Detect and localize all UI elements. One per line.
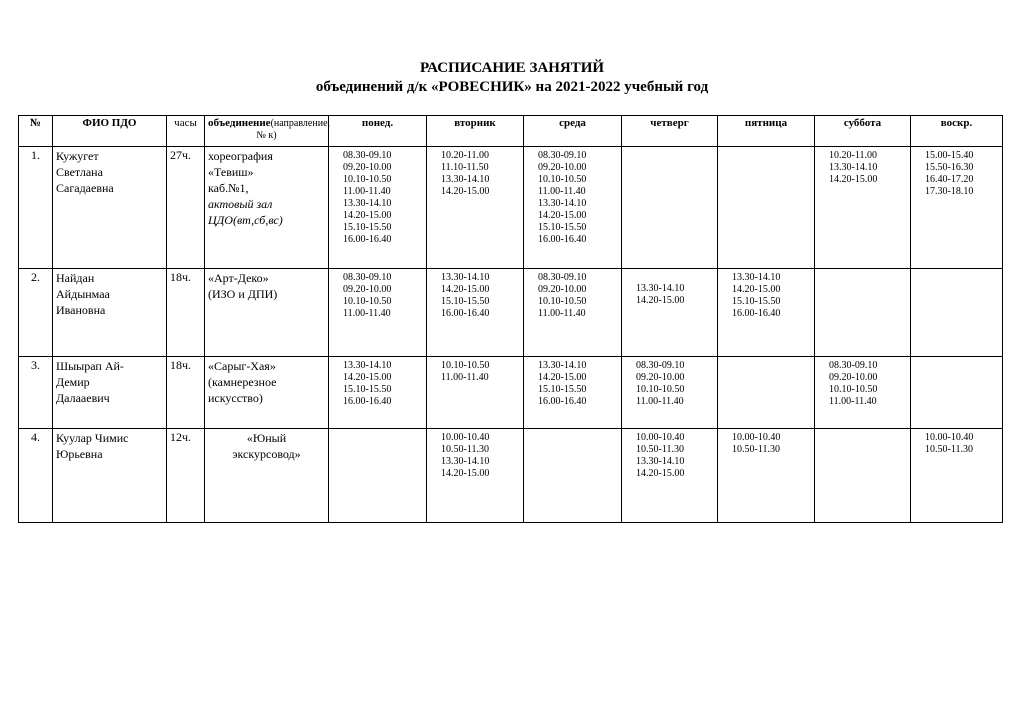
time-slot: 15.10-15.50 (538, 384, 587, 395)
time-slot: 13.30-14.10 (829, 162, 878, 173)
time-slot: 15.10-15.50 (343, 222, 392, 233)
table-header-row (19, 116, 1003, 147)
time-slot: 14.20-15.00 (538, 210, 587, 221)
time-slot: 10.20-11.00 (829, 150, 877, 161)
schedule-wed (524, 269, 622, 357)
time-slot: 09.20-10.00 (829, 372, 878, 383)
time-slot: 10.00-10.40 (925, 432, 974, 443)
schedule-tue (427, 269, 524, 357)
time-slot: 13.30-14.10 (441, 272, 490, 283)
schedule-mon (329, 429, 427, 523)
schedule-sun (911, 429, 1003, 523)
header-hours: часы (167, 116, 205, 147)
time-slot: 08.30-09.10 (636, 360, 685, 371)
association-line: (ИЗО и ДПИ) (208, 287, 278, 301)
time-slot: 11.00-11.40 (538, 308, 586, 319)
page-title: РАСПИСАНИЕ ЗАНЯТИЙ (419, 60, 605, 76)
time-slot: 08.30-09.10 (343, 272, 392, 283)
time-slot: 10.10-10.50 (343, 174, 392, 185)
time-slot: 16.40-17.20 (925, 174, 974, 185)
time-slot: 13.30-14.10 (343, 360, 392, 371)
schedule-mon (329, 357, 427, 429)
schedule-mon (329, 147, 427, 269)
schedule-fri (718, 147, 815, 269)
teacher-name-line: Сагадаевна (56, 181, 114, 195)
time-slot: 11.00-11.40 (636, 396, 684, 407)
time-slot: 14.20-15.00 (538, 372, 587, 383)
association-note-line: актовый зал (208, 197, 273, 211)
association-name (205, 147, 329, 269)
time-slot: 15.10-15.50 (441, 296, 490, 307)
hours-value: 18ч. (167, 357, 205, 429)
time-slot: 10.20-11.00 (441, 150, 489, 161)
time-slot: 13.30-14.10 (441, 456, 490, 467)
teacher-name-line: Демир (56, 375, 90, 389)
time-slot: 10.10-10.50 (441, 360, 490, 371)
teacher-name-line: Светлана (56, 165, 103, 179)
schedule-fri (718, 357, 815, 429)
header-thursday: четверг (622, 116, 718, 147)
teacher-name-line: Далаaевич (56, 391, 110, 405)
time-slot: 09.20-10.00 (538, 284, 587, 295)
time-slot: 14.20-15.00 (441, 468, 490, 479)
time-slot: 13.30-14.10 (732, 272, 781, 283)
hours-value: 27ч. (167, 147, 205, 269)
schedule-sun (911, 269, 1003, 357)
table-row (19, 357, 1003, 429)
teacher-name-line: Шыырап Ай- (56, 359, 124, 373)
time-slot: 10.50-11.30 (925, 444, 973, 455)
time-slot: 14.20-15.00 (636, 295, 685, 306)
schedule-sat (815, 147, 911, 269)
time-slot: 10.00-10.40 (636, 432, 685, 443)
table-row (19, 147, 1003, 269)
association-line: «Арт-Деко» (208, 271, 269, 285)
time-slot: 13.30-14.10 (343, 198, 392, 209)
schedule-tue (427, 429, 524, 523)
time-slot: 13.30-14.10 (538, 360, 587, 371)
association-line: экскурсовод» (232, 447, 301, 461)
association-name (205, 429, 329, 523)
schedule-sun (911, 147, 1003, 269)
time-slot: 10.10-10.50 (636, 384, 685, 395)
association-line: «Сарыг-Хая» (208, 359, 276, 373)
time-slot: 11.00-11.40 (538, 186, 586, 197)
schedule-sat (815, 269, 911, 357)
time-slot: 08.30-09.10 (538, 272, 587, 283)
time-slot: 10.00-10.40 (441, 432, 490, 443)
schedule-mon (329, 269, 427, 357)
schedule-tue (427, 147, 524, 269)
association-note-line: ЦДО(вт,сб,вс) (208, 213, 283, 227)
header-friday: пятница (718, 116, 815, 147)
teacher-name-line: Айдынмаа (56, 287, 110, 301)
schedule-wed (524, 357, 622, 429)
time-slot: 08.30-09.10 (343, 150, 392, 161)
time-slot: 10.50-11.30 (441, 444, 489, 455)
teacher-name-line: Юрьевна (56, 447, 103, 461)
time-slot: 09.20-10.00 (636, 372, 685, 383)
association-line: (камнерезное (208, 375, 277, 389)
header-association-main: объединение (208, 117, 271, 129)
time-slot: 16.00-16.40 (343, 396, 392, 407)
teacher-name-line: Найдан (56, 271, 95, 285)
association-line: искусство) (208, 391, 263, 405)
association-line: «Юный (246, 431, 287, 445)
table-row (19, 269, 1003, 357)
time-slot: 16.00-16.40 (538, 234, 587, 245)
time-slot: 09.20-10.00 (343, 284, 392, 295)
teacher-name (53, 357, 167, 429)
header-association-sub: (направление, № к) (256, 118, 331, 141)
teacher-name-line: Ивановна (56, 303, 106, 317)
time-slot: 10.50-11.30 (732, 444, 780, 455)
time-slot: 16.00-16.40 (732, 308, 781, 319)
time-slot: 14.20-15.00 (732, 284, 781, 295)
schedule-fri (718, 269, 815, 357)
time-slot: 11.00-11.40 (441, 372, 489, 383)
schedule-fri (718, 429, 815, 523)
time-slot: 10.10-10.50 (538, 296, 587, 307)
schedule-wed (524, 147, 622, 269)
time-slot: 08.30-09.10 (829, 360, 878, 371)
time-slot: 15.10-15.50 (343, 384, 392, 395)
time-slot: 14.20-15.00 (441, 186, 490, 197)
time-slot: 14.20-15.00 (343, 372, 392, 383)
header-name: ФИО ПДО (53, 116, 167, 147)
row-number: 4. (19, 429, 53, 523)
time-slot: 09.20-10.00 (343, 162, 392, 173)
time-slot: 15.50-16.30 (925, 162, 974, 173)
hours-value: 18ч. (167, 269, 205, 357)
time-slot: 14.20-15.00 (441, 284, 490, 295)
time-slot: 11.00-11.40 (829, 396, 877, 407)
schedule-sun (911, 357, 1003, 429)
time-slot: 11.00-11.40 (343, 186, 391, 197)
time-slot: 10.50-11.30 (636, 444, 684, 455)
teacher-name-line: Куулар Чимис (56, 431, 129, 445)
time-slot: 10.10-10.50 (538, 174, 587, 185)
association-line: хореография (208, 149, 273, 163)
teacher-name (53, 147, 167, 269)
time-slot: 13.30-14.10 (441, 174, 490, 185)
time-slot: 16.00-16.40 (538, 396, 587, 407)
header-monday: понед. (329, 116, 427, 147)
time-slot: 11.10-11.50 (441, 162, 489, 173)
time-slot: 11.00-11.40 (343, 308, 391, 319)
schedule-thu (622, 269, 718, 357)
header-saturday: суббота (815, 116, 911, 147)
time-slot: 15.10-15.50 (538, 222, 587, 233)
header-association (205, 116, 329, 147)
hours-value: 12ч. (167, 429, 205, 523)
schedule-wed (524, 429, 622, 523)
page-subtitle: объединений д/к «РОВЕСНИК» на 2021-2022 учебный год (315, 79, 709, 95)
schedule-sat (815, 429, 911, 523)
time-slot: 13.30-14.10 (636, 283, 685, 294)
schedule-thu (622, 147, 718, 269)
association-name (205, 357, 329, 429)
time-slot: 15.00-15.40 (925, 150, 974, 161)
association-line: каб.№1, (208, 181, 249, 195)
time-slot: 08.30-09.10 (538, 150, 587, 161)
row-number: 2. (19, 269, 53, 357)
time-slot: 16.00-16.40 (441, 308, 490, 319)
time-slot: 15.10-15.50 (732, 296, 781, 307)
time-slot: 14.20-15.00 (343, 210, 392, 221)
time-slot: 10.10-10.50 (829, 384, 878, 395)
time-slot: 09.20-10.00 (538, 162, 587, 173)
row-number: 3. (19, 357, 53, 429)
header-tuesday: вторник (427, 116, 524, 147)
schedule-sat (815, 357, 911, 429)
teacher-name-line: Кужугет (56, 149, 99, 163)
schedule-tue (427, 357, 524, 429)
association-line: «Тевиш» (208, 165, 254, 179)
time-slot: 14.20-15.00 (636, 468, 685, 479)
schedule-table (18, 115, 1003, 523)
time-slot: 10.10-10.50 (343, 296, 392, 307)
time-slot: 13.30-14.10 (538, 198, 587, 209)
teacher-name (53, 269, 167, 357)
schedule-thu (622, 429, 718, 523)
time-slot: 13.30-14.10 (636, 456, 685, 467)
header-wednesday: среда (524, 116, 622, 147)
schedule-thu (622, 357, 718, 429)
header-num: № (19, 116, 53, 147)
header-sunday: воскр. (911, 116, 1003, 147)
teacher-name (53, 429, 167, 523)
time-slot: 14.20-15.00 (829, 174, 878, 185)
association-name (205, 269, 329, 357)
time-slot: 17.30-18.10 (925, 186, 974, 197)
time-slot: 16.00-16.40 (343, 234, 392, 245)
time-slot: 10.00-10.40 (732, 432, 781, 443)
row-number: 1. (19, 147, 53, 269)
table-row (19, 429, 1003, 523)
